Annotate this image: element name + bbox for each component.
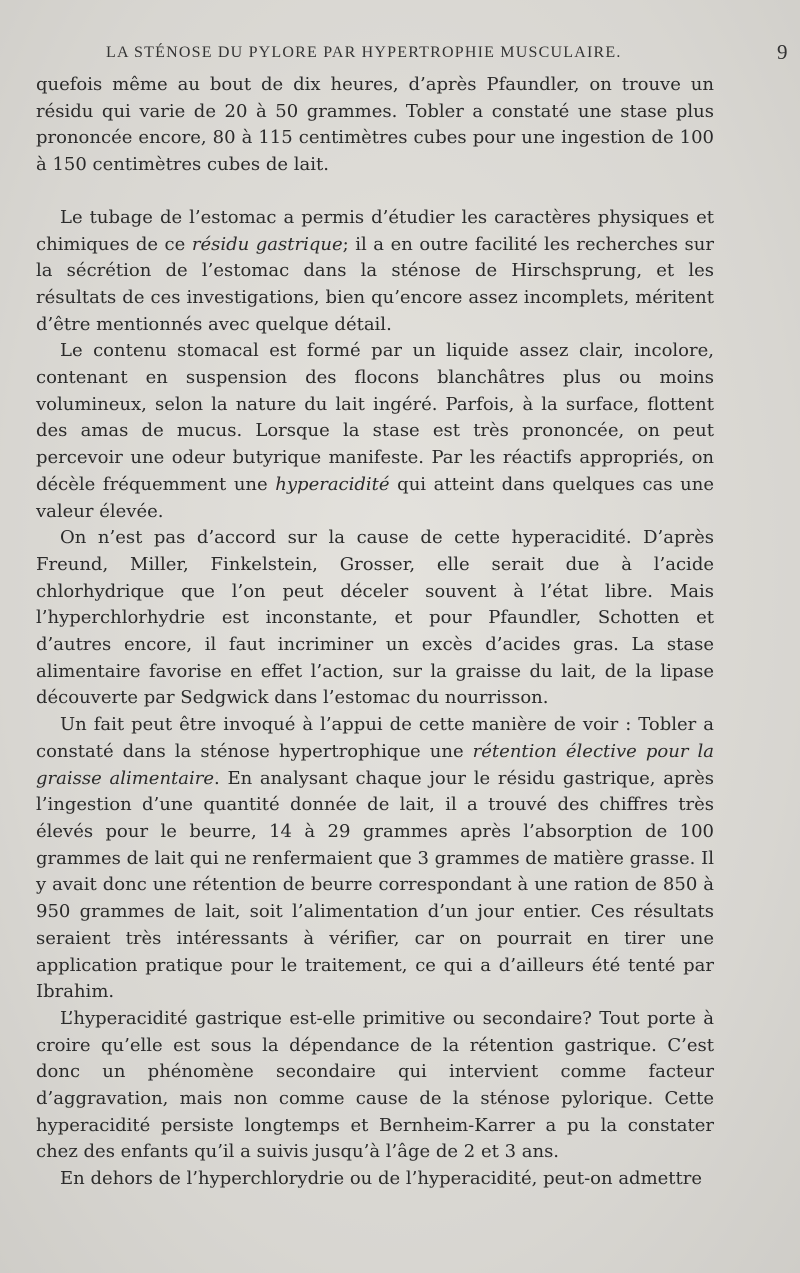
- body-text: [36, 72, 714, 1193]
- paragraph-3: [36, 338, 714, 525]
- text-run: On n’est pas d’accord sur la cause de cette hyperacidité. D’après Freund, Miller, Finkelstein, Grosser, elle serait due à l’acide chlorhydrique que l’on peut déceler souvent à l’état libre. Mais l’hyperchlorhydrie est inconstante, et pour Pfaundler, Schotten et d’autres encore, il faut incriminer un excès d’acides gras. La stase alimentaire favorise en effet l’action, sur la graisse du lait, de la lipase découverte par Sedgwick dans l’estomac du nourrisson.: [36, 527, 714, 709]
- text-run: En dehors de l’hyperchlorydrie ou de l’hyperacidité, peut-on admettre: [60, 1168, 703, 1190]
- text-run: ; il a en outre facilité les recherches sur la sécrétion de l’estomac dans la sténose de Hirschsprung, et les résultats de ces investigations, bien qu’encore assez incomplets, méritent d’être mentionnés avec quelque détail.: [36, 233, 714, 335]
- running-title: LA STÉNOSE DU PYLORE PAR HYPERTROPHIE MUSCULAIRE.: [106, 44, 622, 61]
- text-run: Le contenu stomacal est formé par un liquide assez clair, incolore, contenant en suspension des flocons blanchâtres plus ou moins volumineux, selon la nature du lait ingéré. Parfois, à la surface, flottent des amas de mucus. Lorsque la stase est très prononcée, on peut percevoir une odeur butyrique manifeste. Par les réactifs appropriés, on décèle fréquemment une: [36, 340, 714, 495]
- paragraph-5: [36, 712, 714, 1006]
- page-number: 9: [777, 40, 788, 64]
- paragraph-1: [36, 72, 714, 179]
- text-run: . En analysant chaque jour le résidu gastrique, après l’ingestion d’une quantité donnée de lait, il a trouvé des chiffres très élevés pour le beurre, 14 à 29 grammes après l’absorption de 100 grammes de lait qui ne renfermaient que 3 grammes de matière grasse. Il y avait donc une rétention de beurre correspondant à une ration de 850 à 950 grammes de lait, soit l’alimentation d’un jour entier. Ces résultats seraient très intéressants à vérifier, car on pourrait en tirer une application pratique pour le traitement, ce qui a d’ailleurs été tenté par Ibrahim.: [36, 767, 714, 1003]
- text-run: L’hyperacidité gastrique est-elle primitive ou secondaire? Tout porte à croire qu’elle est sous la dépendance de la rétention gastrique. C’est donc un phénomène secondaire qui intervient comme facteur d’aggravation, mais non comme cause de la sténose pylorique. Cette hyperacidité persiste longtemps et Bernheim-Karrer a pu la constater chez des enfants qu’il a suivis jusqu’à l’âge de 2 et 3 ans.: [36, 1007, 714, 1163]
- italic-term: hyperacidité: [275, 473, 390, 495]
- text-run: Un fait peut être invoqué à l’appui de cette manière de voir : Tobler a constaté dans la sténose hypertrophique une: [36, 714, 714, 762]
- paragraph-2: [36, 205, 714, 339]
- text-run: Le tubage de l’estomac a permis d’étudier les caractères physiques et chimiques de ce: [36, 206, 714, 255]
- text-run: quefois même au bout de dix heures, d’après Pfaundler, on trouve un résidu qui varie de 20 à 50 grammes. Tobler a constaté une stase plus prononcée encore, 80 à 115 centimètres cubes pour une ingestion de 100 à 150 centimètres cubes de lait.: [36, 74, 714, 176]
- paragraph-4: [36, 525, 714, 712]
- paragraph-6: [36, 1006, 714, 1166]
- paragraph-7: [36, 1166, 714, 1193]
- italic-term: résidu gastrique: [191, 233, 343, 255]
- text-run: qui atteint dans quelques cas une valeur élevée.: [36, 473, 715, 522]
- italic-term: rétention élective pour la graisse alimentaire: [36, 740, 715, 789]
